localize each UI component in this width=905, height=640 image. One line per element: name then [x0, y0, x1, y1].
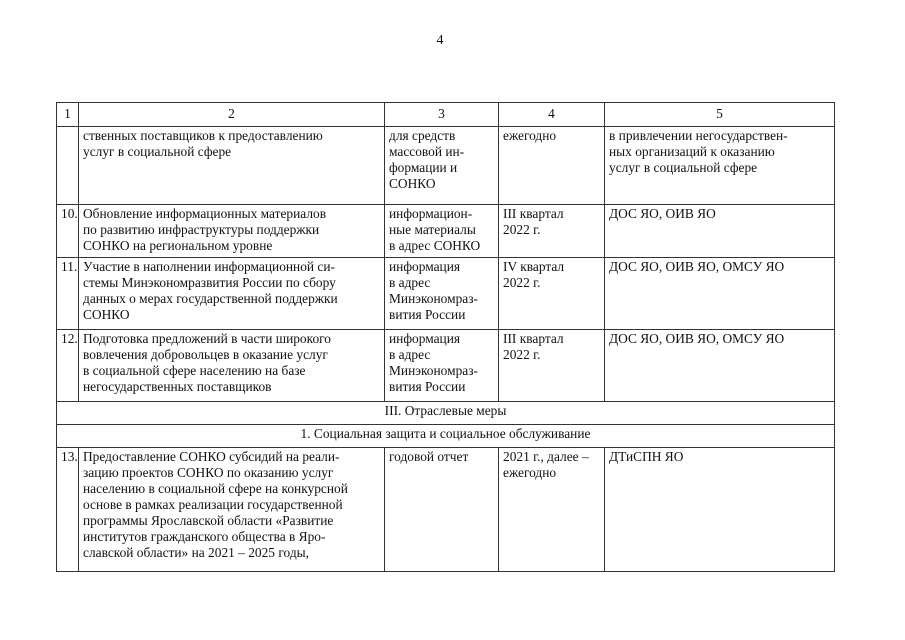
table-row: [57, 330, 835, 402]
result-cell: годовой отчет: [385, 448, 499, 572]
result-cell: для средств массовой ин- формации и СОНКО: [385, 127, 499, 205]
table-row: [57, 448, 835, 572]
header-col-3: 3: [385, 103, 499, 127]
deadline-cell: 2021 г., далее – ежегодно: [499, 448, 605, 572]
table-row: [57, 205, 835, 258]
result-cell: информация в адрес Минэкономраз- вития России: [385, 330, 499, 402]
responsible-cell: ДОС ЯО, ОИВ ЯО: [605, 205, 835, 258]
result-cell: информацион- ные материалы в адрес СОНКО: [385, 205, 499, 258]
deadline-cell: III квартал 2022 г.: [499, 330, 605, 402]
result-cell: информация в адрес Минэкономраз- вития России: [385, 258, 499, 330]
measure-cell: Подготовка предложений в части широкого вовлечения добровольцев в оказание услуг в социальной сфере населению на базе негосударственных поставщиков: [79, 330, 385, 402]
header-col-4: 4: [499, 103, 605, 127]
measure-cell: Предоставление СОНКО субсидий на реали- зацию проектов СОНКО по оказанию услуг населению в социальной сфере на конкурсной основе в рамках реализации государственной программы Ярославской области «Развитие институтов гражданского общества в Яро- славской области» на 2021 – 2025 годы,: [79, 448, 385, 572]
table-row: [57, 127, 835, 205]
table-row: [57, 258, 835, 330]
header-col-1: 1: [57, 103, 79, 127]
row-number: 10.: [57, 205, 79, 258]
responsible-cell: ДОС ЯО, ОИВ ЯО, ОМСУ ЯО: [605, 330, 835, 402]
table-header-row: [57, 103, 835, 127]
page-number: 4: [436, 33, 444, 48]
deadline-cell: IV квартал 2022 г.: [499, 258, 605, 330]
section-row: [57, 402, 835, 425]
measure-cell: Обновление информационных материалов по развитию инфраструктуры поддержки СОНКО на региональном уровне: [79, 205, 385, 258]
measure-cell: ственных поставщиков к предоставлению услуг в социальной сфере: [79, 127, 385, 205]
row-number: [57, 127, 79, 205]
section-title: III. Отраслевые меры: [57, 402, 835, 425]
measure-cell: Участие в наполнении информационной си- стемы Минэкономразвития России по сбору данных о мерах государственной поддержки СОНКО: [79, 258, 385, 330]
row-number: 12.: [57, 330, 79, 402]
responsible-cell: в привлечении негосударствен- ных организаций к оказанию услуг в социальной сфере: [605, 127, 835, 205]
row-number: 11.: [57, 258, 79, 330]
deadline-cell: III квартал 2022 г.: [499, 205, 605, 258]
responsible-cell: ДОС ЯО, ОИВ ЯО, ОМСУ ЯО: [605, 258, 835, 330]
subsection-row: [57, 425, 835, 448]
plan-table: [56, 102, 835, 572]
row-number: 13.: [57, 448, 79, 572]
header-col-5: 5: [605, 103, 835, 127]
header-col-2: 2: [79, 103, 385, 127]
subsection-title: 1. Социальная защита и социальное обслуживание: [57, 425, 835, 448]
deadline-cell: ежегодно: [499, 127, 605, 205]
responsible-cell: ДТиСПН ЯО: [605, 448, 835, 572]
